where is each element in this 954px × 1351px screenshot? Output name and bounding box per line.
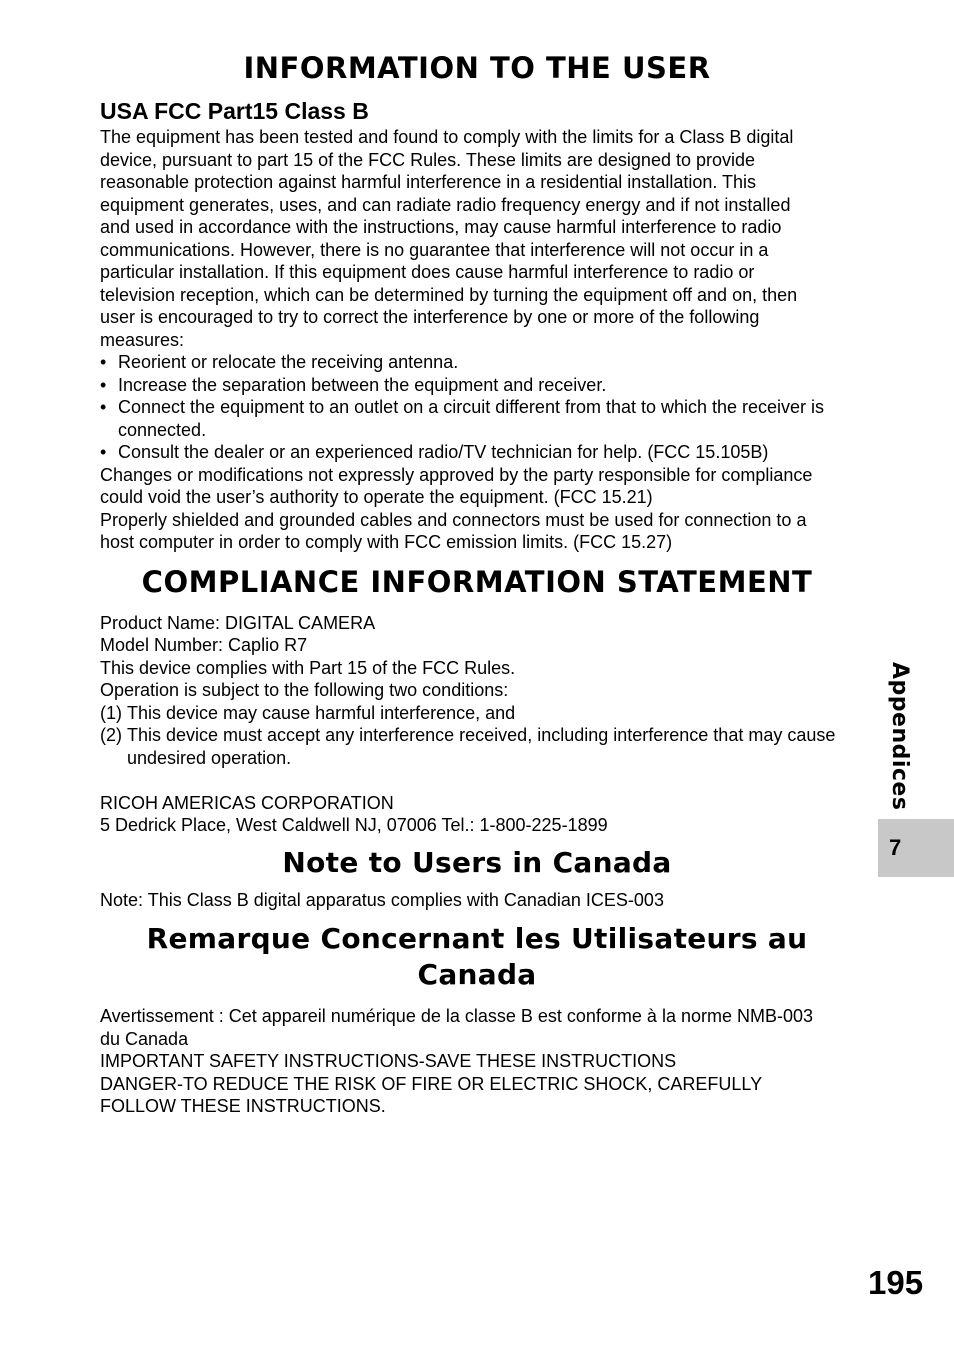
text-line: Model Number: Caplio R7	[100, 635, 308, 655]
list-item	[100, 441, 854, 464]
company-address: 5 Dedrick Place, West Caldwell NJ, 07006 Tel.: 1-800-225-1899	[100, 815, 608, 835]
bullet-icon: •	[100, 352, 107, 372]
list-item	[100, 374, 854, 397]
fcc-closing-paragraph	[100, 464, 854, 554]
text-line: du Canada	[100, 1028, 189, 1049]
section-title-remarque	[100, 921, 854, 993]
remarque-title-line: Canada	[417, 958, 537, 991]
list-item-text: Increase the separation between the equipment and receiver.	[118, 374, 607, 395]
subsection-title-fcc: USA FCC Part15 Class B	[100, 98, 369, 124]
section-title-compliance: COMPLIANCE INFORMATION STATEMENT	[141, 564, 813, 599]
text-line: and used in accordance with the instructions, may cause harmful interference to radio	[100, 217, 782, 237]
list-item-text: Connect the equipment to an outlet on a circuit different from that to which the receiver is connected.	[118, 397, 825, 440]
text-line: reasonable protection against harmful interference in a residential installation. This	[100, 172, 757, 192]
list-item-text: Reorient or relocate the receiving antenna.	[118, 352, 459, 372]
list-item	[100, 702, 854, 725]
list-item-text: This device may cause harmful interference, and	[127, 702, 516, 723]
text-line: FOLLOW THESE INSTRUCTIONS.	[100, 1096, 386, 1116]
chapter-tab	[878, 819, 954, 877]
section-title-information-to-user: INFORMATION TO THE USER	[243, 51, 711, 85]
text-line: device, pursuant to part 15 of the FCC Rules. These limits are designed to provide	[100, 149, 756, 170]
text-line: This device complies with Part 15 of the FCC Rules.	[100, 657, 516, 678]
bullet-icon: •	[100, 374, 107, 395]
text-line: Avertissement : Cet appareil numérique de la classe B est conforme à la norme NMB-003	[100, 1006, 814, 1026]
chapter-number: 7	[889, 835, 902, 860]
canada-note-text: Note: This Class B digital apparatus complies with Canadian ICES-003	[100, 889, 664, 910]
page-content	[100, 48, 854, 1118]
text-line: DANGER-TO REDUCE THE RISK OF FIRE OR ELECTRIC SHOCK, CAREFULLY	[100, 1073, 763, 1094]
spacer	[100, 769, 854, 792]
list-item	[100, 396, 854, 441]
list-number: (1)	[100, 702, 122, 723]
remarque-title-line: Remarque Concernant les Utilisateurs au	[146, 922, 808, 955]
bullet-icon: •	[100, 397, 107, 417]
chapter-label	[878, 662, 922, 812]
company-name: RICOH AMERICAS CORPORATION	[100, 792, 394, 813]
list-item	[100, 351, 854, 374]
compliance-block	[100, 612, 854, 837]
text-line: Product Name: DIGITAL CAMERA	[100, 612, 376, 633]
text-line: Operation is subject to the following two conditions:	[100, 680, 509, 700]
list-item-text: This device must accept any interference received, including interference that may cause undesired operation.	[127, 725, 836, 768]
list-item	[100, 724, 854, 769]
text-line: Changes or modifications not expressly approved by the party responsible for compliance	[100, 464, 813, 485]
list-item-text: Consult the dealer or an experienced radio/TV technician for help. (FCC 15.105B)	[118, 442, 769, 462]
page-number: 195	[868, 1264, 924, 1301]
text-line: Properly shielded and grounded cables and connectors must be used for connection to a	[100, 509, 807, 530]
text-line: host computer in order to comply with FCC emission limits. (FCC 15.27)	[100, 532, 673, 552]
list-number: (2)	[100, 725, 122, 745]
text-line: The equipment has been tested and found to comply with the limits for a Class B digital	[100, 127, 794, 147]
section-title-canada-note: Note to Users in Canada	[282, 845, 672, 879]
text-line: particular installation. If this equipment does cause harmful interference to radio or	[100, 262, 755, 282]
text-line: user is encouraged to try to correct the interference by one or more of the following	[100, 307, 760, 327]
text-line: could void the user’s authority to operate the equipment. (FCC 15.21)	[100, 487, 653, 507]
text-line: communications. However, there is no guarantee that interference will not occur in a	[100, 239, 769, 260]
remarque-block	[100, 1005, 854, 1118]
chapter-label-text: Appendices	[887, 662, 912, 811]
bullet-icon: •	[100, 442, 107, 462]
text-line: equipment generates, uses, and can radiate radio frequency energy and if not installed	[100, 194, 791, 215]
text-line: IMPORTANT SAFETY INSTRUCTIONS-SAVE THESE INSTRUCTIONS	[100, 1051, 677, 1071]
text-line: television reception, which can be determined by turning the equipment off and on, then	[100, 284, 798, 305]
text-line: measures:	[100, 329, 185, 350]
fcc-measures-list	[100, 351, 854, 464]
conditions-list	[100, 702, 854, 770]
fcc-intro-paragraph	[100, 126, 854, 351]
